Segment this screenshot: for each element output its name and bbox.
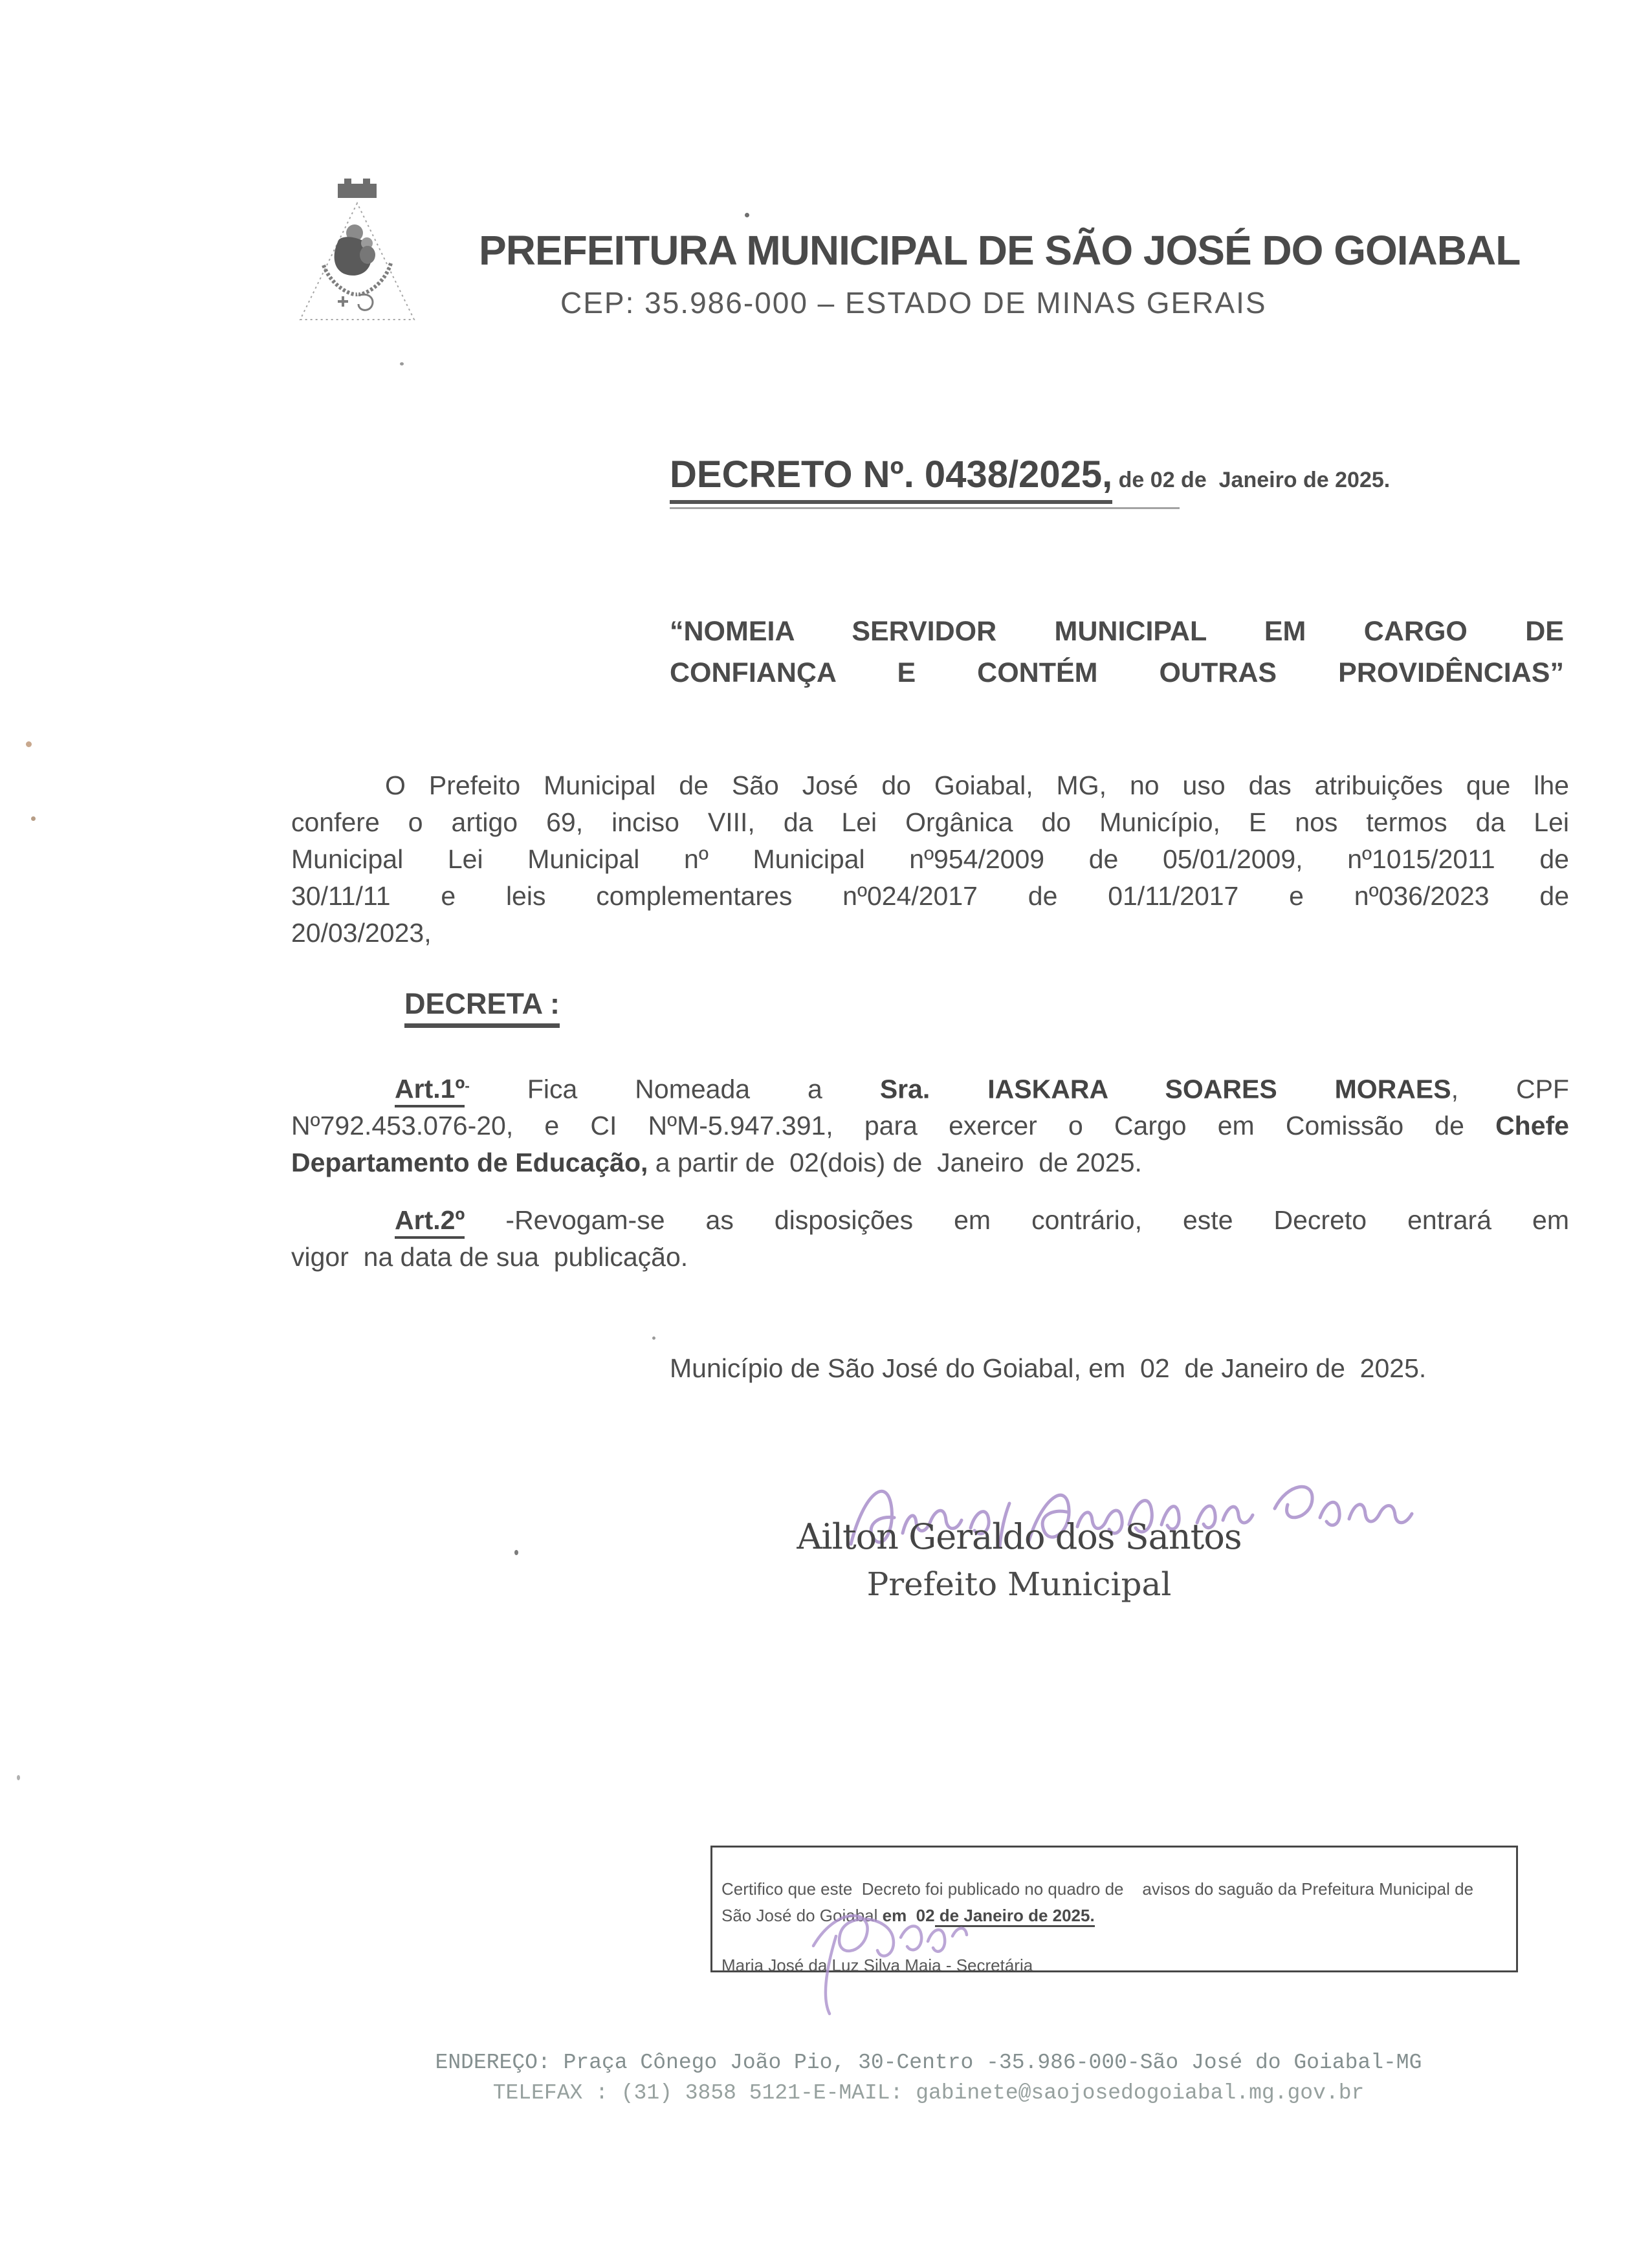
signatory-role: Prefeito Municipal: [866, 1565, 1172, 1603]
page-subtitle: CEP: 35.986-000 – ESTADO DE MINAS GERAIS: [560, 286, 1267, 320]
preamble-line: Municipal Lei Municipal nº Municipal nº954/2009 de 05/01/2009, nº1015/2011 de: [291, 844, 1569, 874]
scan-speck: [26, 741, 32, 747]
scan-speck: [514, 1550, 518, 1555]
article-1-line: [291, 1067, 1569, 1107]
scan-speck: [17, 1775, 20, 1780]
article-1-line: [291, 1144, 1569, 1181]
scan-underline-echo: [670, 507, 1180, 509]
article-1-text: Nº792.453.076-20, e CI NºM-5.947.391, para exercer o Cargo em Comissão de: [291, 1111, 1496, 1141]
footer-address: ENDEREÇO: Praça Cônego João Pio, 30-Centro -35.986-000-São José do Goiabal-MG: [435, 2051, 1422, 2075]
preamble-line: 20/03/2023,: [291, 918, 432, 948]
article-1-text: a partir de 02(dois) de Janeiro de 2025.: [648, 1148, 1142, 1178]
place-date-line: Município de São José do Goiabal, em 02 de Janeiro de 2025.: [670, 1353, 1427, 1383]
preamble-line: 30/11/11 e leis complementares nº024/2017 de 01/11/2017 e nº036/2023 de: [291, 881, 1569, 911]
article-2: [291, 1202, 1569, 1276]
scan-speck: [31, 816, 36, 821]
article-1-text: Fica Nomeada a: [469, 1074, 880, 1104]
article-1: [291, 1067, 1569, 1181]
crown-icon: [338, 179, 377, 198]
article-2-text: vigor na data de sua publicação.: [291, 1242, 688, 1272]
article-2-line: [291, 1202, 1569, 1239]
decree-number: DECRETO Nº. 0438/2025,: [670, 453, 1112, 504]
scan-speck: [652, 1336, 655, 1340]
footer-contact: TELEFAX : (31) 3858 5121-E-MAIL: gabinete@saojosedogoiabal.mg.gov.br: [492, 2081, 1365, 2105]
certification-text: Certifico que este Decreto foi publicado no quadro de avisos do saguão da Prefeitura Municipal de: [721, 1879, 1474, 1899]
article-2-line: [291, 1239, 1569, 1276]
signatory-name: Ailton Geraldo dos Santos: [797, 1516, 1242, 1557]
appointee-role: Chefe: [1495, 1111, 1569, 1141]
scan-speck: [745, 213, 749, 217]
decree-heading: [670, 453, 1390, 504]
secretary-name-line: Maria José da Luz Silva Maia - Secretária: [721, 1956, 1033, 1975]
appointee-name: Sra. IASKARA SOARES MORAES: [879, 1074, 1451, 1104]
decree-date: de 02 de Janeiro de 2025.: [1112, 468, 1391, 492]
preamble-line: confere o artigo 69, inciso VIII, da Lei Orgânica do Município, E nos termos da Lei: [291, 807, 1569, 837]
epigraph-line: CONFIANÇA E CONTÉM OUTRAS PROVIDÊNCIAS”: [670, 657, 1564, 688]
article-2-text: -Revogam-se as disposições em contrário, este Decreto entrará em: [465, 1205, 1569, 1235]
scan-speck: [400, 362, 404, 365]
decreta-heading: DECRETA :: [404, 987, 560, 1028]
article-1-number: Art.1º: [395, 1074, 465, 1107]
page-title: PREFEITURA MUNICIPAL DE SÃO JOSÉ DO GOIABAL: [479, 227, 1521, 274]
certification-date: de Janeiro de 2025.: [935, 1906, 1095, 1927]
appointee-role: Departamento de Educação,: [291, 1148, 648, 1178]
article-1-sup-dash: -: [465, 1078, 470, 1094]
article-2-number: Art.2º: [395, 1205, 465, 1239]
decree-preamble: [291, 767, 1569, 952]
coat-of-arms-icon: [292, 176, 422, 325]
decree-epigraph: [670, 611, 1564, 693]
article-1-line: [291, 1107, 1569, 1144]
certification-date: em 02: [882, 1906, 935, 1925]
epigraph-line: “NOMEIA SERVIDOR MUNICIPAL EM CARGO DE: [670, 616, 1564, 647]
preamble-line: O Prefeito Municipal de São José do Goiabal, MG, no uso das atribuições que lhe: [385, 770, 1569, 800]
certification-text: São José do Goiabal: [721, 1906, 883, 1925]
article-1-text: , CPF: [1451, 1074, 1569, 1104]
letterhead-footer: [194, 2047, 1650, 2108]
secretaria-signature: [791, 1897, 985, 2017]
